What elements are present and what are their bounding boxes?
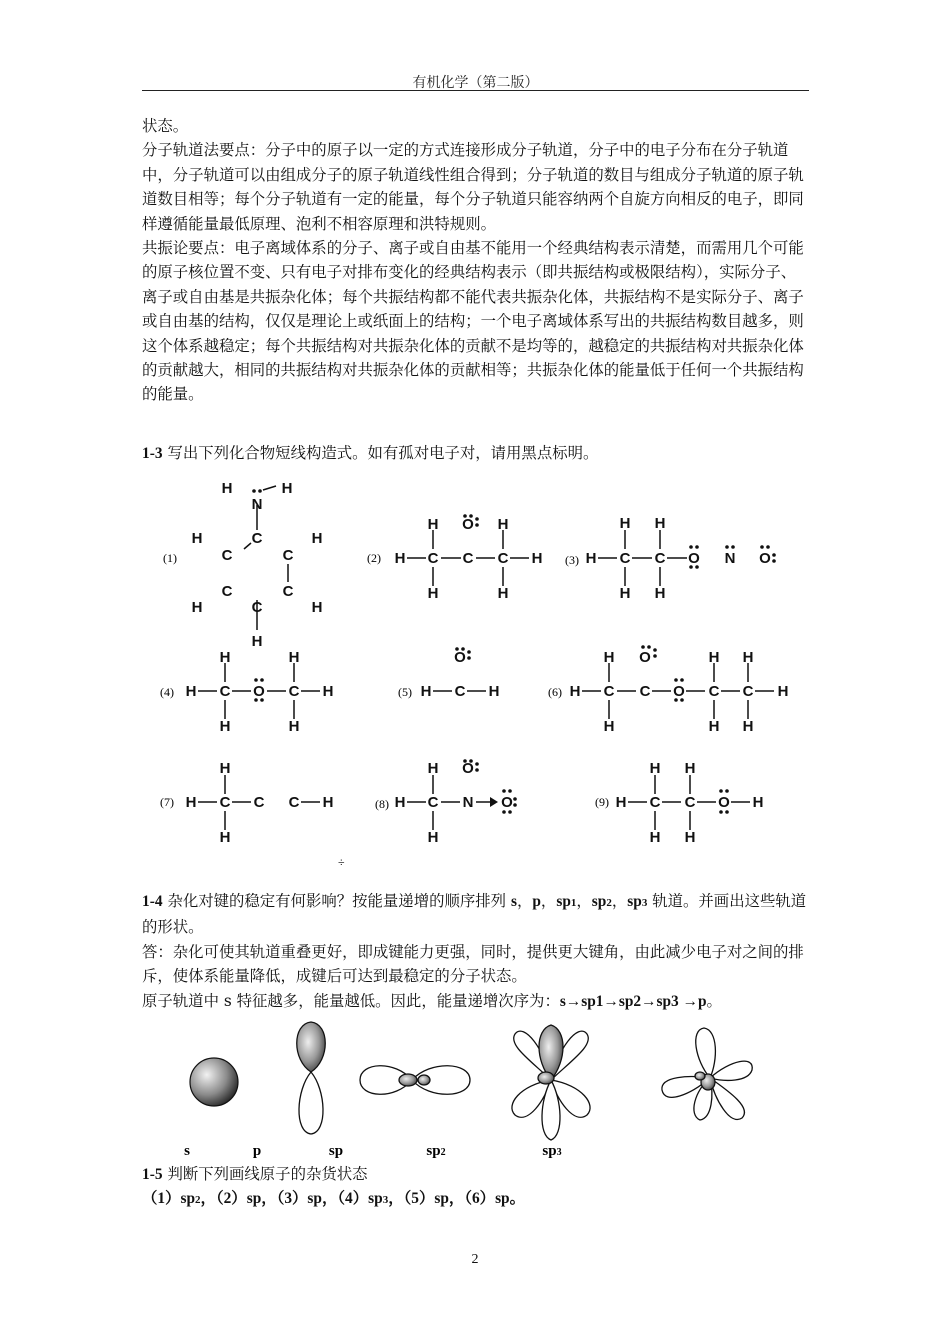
structure-label-1: (1) (163, 551, 177, 565)
atom-h: H (569, 683, 581, 700)
atom-o: O (718, 794, 730, 811)
atom-h: H (654, 515, 666, 532)
atom-h: H (219, 718, 231, 735)
atom-h: H (585, 550, 597, 567)
question-1-4: 1-4 杂化对键的稳定有何影响？按能量递增的顺序排列 s，p，sp1，sp2，sp3 轨道。并画出这些轨道的形状。 答：杂化可使其轨道重叠更好，即成键能力更强，同时，提供更大键角，由此减少电子对之间的排斥，使体系能量降低，成键后可达到最稳定的分子状态。 原子轨道中 s 特征越多，能量越低。因此，能量递增次序为：s→sp1→sp2→sp3 →p。 (142, 889, 809, 1014)
atom-c: C (282, 547, 294, 564)
atom-h: H (619, 515, 631, 532)
atom-h: H (288, 718, 300, 735)
atom-h: H (221, 480, 233, 497)
atom-h: H (185, 683, 197, 700)
q14-order-sequence: s→sp1→sp2→sp3 →p (559, 992, 707, 1010)
atom-o: O (688, 550, 700, 567)
atom-h: H (394, 550, 406, 567)
atom-n: N (462, 794, 474, 811)
structure-label-6: (6) (548, 685, 562, 699)
intro-p3: 共振论要点：电子离域体系的分子、离子或自由基不能用一个经典结构表示清楚，而需用几个可能的原子核位置不变、只有电子对排布变化的经典结构表示（即共振结构或极限结构），实际分子、离子或自由基是共振杂化体；每个共振结构都不能代表共振杂化体，共振结构不是实际分子、离子或自由基的结构，仅仅是理论上或纸面上的结构；一个电子离域体系写出的共振结构数目越多，则这个体系越稳定；每个共振结构对共振杂化体的贡献不是均等的，越稳定的共振结构对共振杂化体的贡献越大，相同的共振结构对共振杂化体的贡献相等；共振杂化体的能量低于任何一个共振结构的能量。 (142, 239, 804, 404)
atom-c: C (288, 794, 300, 811)
atom-h: H (531, 550, 543, 567)
atom-h: H (708, 649, 720, 666)
atom-h: H (742, 649, 754, 666)
atom-c: C (497, 550, 509, 567)
atom-c: C (742, 683, 754, 700)
atom-o: O (253, 683, 265, 700)
atom-h: H (649, 829, 661, 846)
atom-c: C (219, 794, 231, 811)
atom-h: H (742, 718, 754, 735)
atom-h: H (708, 718, 720, 735)
q15-text: 判断下列画线原子的杂货状态 (167, 1165, 368, 1183)
p-orbital-drawing (297, 1022, 326, 1134)
atom-c: C (639, 683, 651, 700)
atom-h: H (427, 585, 439, 602)
atom-h: H (322, 683, 334, 700)
structure-label-7: (7) (160, 795, 174, 809)
atom-c: C (251, 599, 263, 616)
intro-p1: 状态。 (142, 117, 189, 135)
atom-n: N (251, 496, 263, 513)
atom-c: C (251, 530, 263, 547)
structure-label-9: (9) (595, 795, 609, 809)
q14-answer: 答：杂化可使其轨道重叠更好，即成键能力更强，同时，提供更大键角，由此减少电子对之间的排斥，使体系能量降低，成键后可达到最稳定的分子状态。 (142, 942, 804, 986)
atom-c: C (684, 794, 696, 811)
q14-text-b: 轨道。并画出这些轨道的形状。 (142, 892, 807, 937)
atom-h: H (752, 794, 764, 811)
atom-h: H (219, 829, 231, 846)
sp-orbital-drawing (360, 1066, 470, 1095)
orbital-label-sp3: sp3 (542, 1143, 562, 1159)
atom-c: C (219, 683, 231, 700)
atom-c: C (708, 683, 720, 700)
atom-o: O (454, 649, 466, 666)
atom-h: H (427, 516, 439, 533)
atom-h: H (191, 530, 203, 547)
atom-c: C (619, 550, 631, 567)
atom-c: C (427, 550, 439, 567)
structure-label-4: (4) (160, 685, 174, 699)
stray-divide-symbol: ÷ (338, 855, 345, 869)
atom-c: C (454, 683, 466, 700)
atom-h: H (185, 794, 197, 811)
atom-c: C (253, 794, 265, 811)
orbital-label-s: s (184, 1143, 190, 1159)
structure-label-5: (5) (398, 685, 412, 699)
orbital-label-p: p (252, 1143, 262, 1159)
atom-h: H (219, 760, 231, 777)
atom-h: H (684, 760, 696, 777)
structure-label-2: (2) (367, 551, 381, 565)
intro-p2: 分子轨道法要点：分子中的原子以一定的方式连接形成分子轨道，分子中的电子分布在分子轨道中，分子轨道可以由组成分子的原子轨道线性组合得到；分子轨道的数目与组成分子轨道的原子轨道数目相等；每个分子轨道有一定的能量，每个分子轨道只能容纳两个自旋方向相反的电子，即同样遵循能量最低原理、泡利不相容原理和洪特规则。 (142, 141, 804, 233)
q13-number: 1-3 (142, 445, 163, 462)
orbital-label-sp2: sp2 (426, 1143, 446, 1159)
q13-text: 写出下列化合物短线构造式。如有孤对电子对，请用黑点标明。 (167, 444, 599, 462)
atom-h: H (281, 480, 293, 497)
atom-c: C (462, 550, 474, 567)
atom-h: H (497, 585, 509, 602)
atom-h: H (394, 794, 406, 811)
atom-h: H (420, 683, 432, 700)
atom-h: H (251, 633, 263, 650)
atom-h: H (654, 585, 666, 602)
atom-n: N (724, 550, 736, 567)
orbital-label-sp: sp (328, 1143, 344, 1159)
atom-h: H (603, 718, 615, 735)
sp2-orbital-drawing (512, 1025, 590, 1140)
atom-c: C (649, 794, 661, 811)
q15-number: 1-5 (142, 1166, 163, 1183)
atom-h: H (649, 760, 661, 777)
atom-c: C (603, 683, 615, 700)
atom-h: H (684, 829, 696, 846)
atom-o: O (759, 550, 771, 567)
atom-h: H (311, 530, 323, 547)
atom-h: H (219, 649, 231, 666)
atom-o: O (462, 760, 474, 777)
atom-o: O (639, 649, 651, 666)
atom-h: H (488, 683, 500, 700)
structure-label-3: (3) (565, 553, 579, 567)
atom-h: H (288, 649, 300, 666)
atom-h: H (619, 585, 631, 602)
q14-order-text: 原子轨道中 s 特征越多，能量越低。因此，能量递增次序为： (142, 991, 560, 1010)
atom-c: C (654, 550, 666, 567)
atom-h: H (311, 599, 323, 616)
atom-h: H (427, 760, 439, 777)
atom-c: C (221, 547, 233, 564)
atom-h: H (322, 794, 334, 811)
sp3-orbital-drawing (662, 1028, 752, 1120)
q14-number: 1-4 (142, 893, 163, 910)
atom-o: O (501, 794, 513, 811)
atom-c: C (221, 583, 233, 600)
atom-h: H (615, 794, 627, 811)
q15-answer: （1）sp2，（2）sp，（3）sp，（4）sp3，（5）sp，（6）sp。 (142, 1190, 526, 1208)
atom-h: H (497, 516, 509, 533)
question-1-5 (142, 1162, 809, 1213)
s-orbital-drawing (190, 1058, 238, 1106)
atom-h: H (427, 829, 439, 846)
running-header: 有机化学（第二版） (412, 75, 539, 91)
atom-c: C (288, 683, 300, 700)
atom-h: H (603, 649, 615, 666)
page-number: 2 (471, 1252, 479, 1267)
q14-text-a: 杂化对键的稳定有何影响？按能量递增的顺序排列 (167, 892, 507, 910)
atom-o: O (673, 683, 685, 700)
atom-h: H (777, 683, 789, 700)
atom-c: C (282, 583, 294, 600)
atom-o: O (462, 516, 474, 533)
atom-c: C (427, 794, 439, 811)
atom-h: H (191, 599, 203, 616)
structure-label-8: (8) (375, 797, 389, 811)
